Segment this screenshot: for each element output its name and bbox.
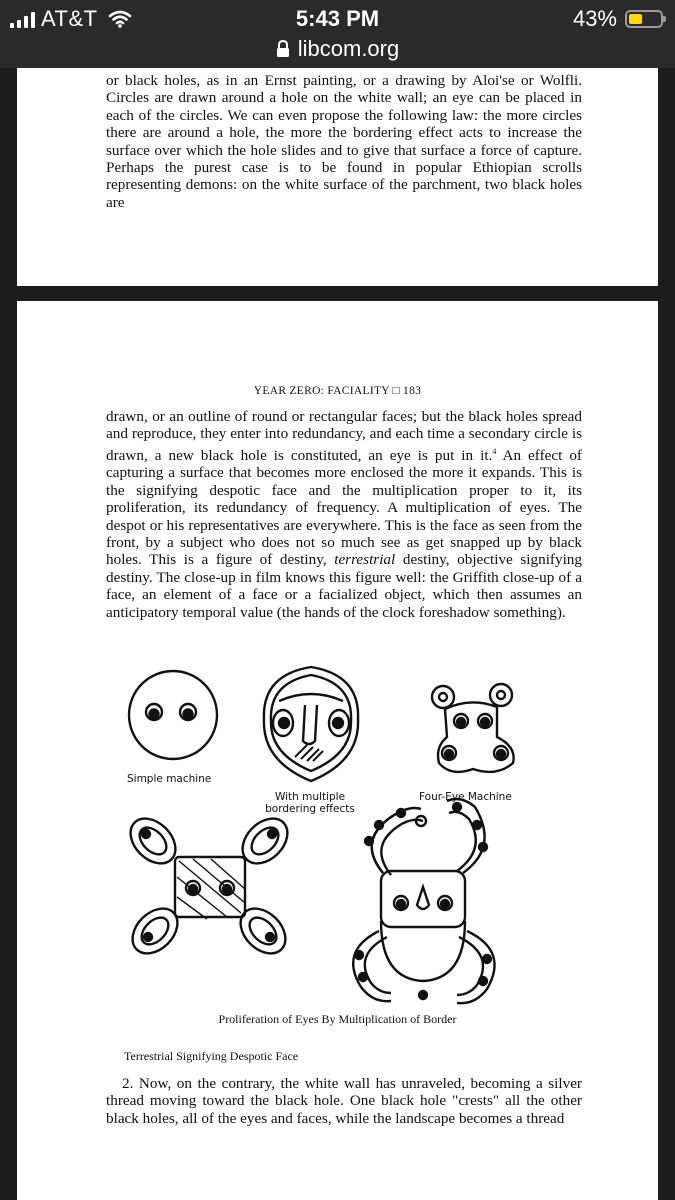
paragraph-text-part: drawn, or an outline of round or rectangular faces; but the black holes spread and reproduce, they enter into redundancy, and each time a secondary circle is drawn, a new black hole is constituted, an eye is put in it. (106, 408, 582, 464)
body-paragraph (106, 72, 582, 211)
figure-caption: Proliferation of Eyes By Multiplication of Border (218, 1012, 457, 1026)
url-text[interactable]: libcom.org (297, 36, 400, 61)
facial-machines-figure (17, 301, 658, 1021)
address-bar[interactable] (0, 36, 675, 62)
paragraph-text-part: An effect of capturing a surface that becomes more enclosed the more it expands. This is the signifying despotic face and the multiplication proper to it, its proliferation, its redundancy of frequency. A multiplication of eyes. The despot or his representatives are everywhere. This is the face as seen from the front, by a subject who does not so much see as get snapped up by black holes. This is a figure of destiny, (106, 446, 582, 569)
battery-icon (625, 10, 663, 28)
document-page-bottom (17, 301, 658, 1200)
crested-face-drawing (353, 799, 494, 1003)
paragraph-text-part: destiny, objective signifying destiny. The close-up in film knows this figure well: the Griffith close-up of a face, an element of a face or a facialized object, which then assumes an anticipatory temporal value (the hands of the clock foreshadow something). (106, 551, 582, 621)
status-bar (0, 0, 675, 68)
footnote-marker[interactable]: 4 (492, 446, 497, 456)
paragraph-text: or black holes, as in an Ernst painting, or a drawing by Aloi'se or Wolfli. Circles are drawn around a hole on the white wall; an eye can be placed in each of the circles. We can even propose the following law: the more circles there are around a hole, the more the bordering effect acts to increase the surface over which the hole slides and to give that surface a force of capture. Perhaps the purest case is to be found in popular Ethiopian scrolls representing demons: on the white surface of the parchment, two black holes are (106, 72, 582, 211)
simple-machine-drawing (129, 671, 217, 759)
label-bordering-effects: With multiple bordering effects (265, 791, 355, 815)
document-page-top (17, 68, 658, 286)
battery-percent: 43% (572, 6, 617, 31)
bordering-effects-drawing (264, 667, 358, 781)
paragraph-text: 2. Now, on the contrary, the white wall has unraveled, becoming a silver thread moving toward the black hole. One black hole "crests" all the other black holes, all of the eyes and faces, while the landscape becomes a thread (106, 1075, 582, 1127)
lock-icon (276, 40, 290, 58)
label-four-eye-machine: Four-Eye Machine (419, 791, 512, 803)
running-header: YEAR ZERO: FACIALITY □ 183 (253, 385, 422, 397)
label-simple-machine: Simple machine (127, 773, 212, 785)
clock: 5:43 PM (295, 6, 380, 31)
rectangle-petals-drawing (122, 810, 296, 962)
section-caption: Terrestrial Signifying Despotic Face (124, 1049, 299, 1063)
carrier-name: AT&T (41, 6, 98, 31)
battery-group (573, 6, 663, 32)
battery-level (629, 14, 642, 24)
four-eye-machine-drawing (432, 684, 514, 772)
body-paragraph (106, 1075, 582, 1127)
italic-term: terrestrial (334, 551, 396, 569)
